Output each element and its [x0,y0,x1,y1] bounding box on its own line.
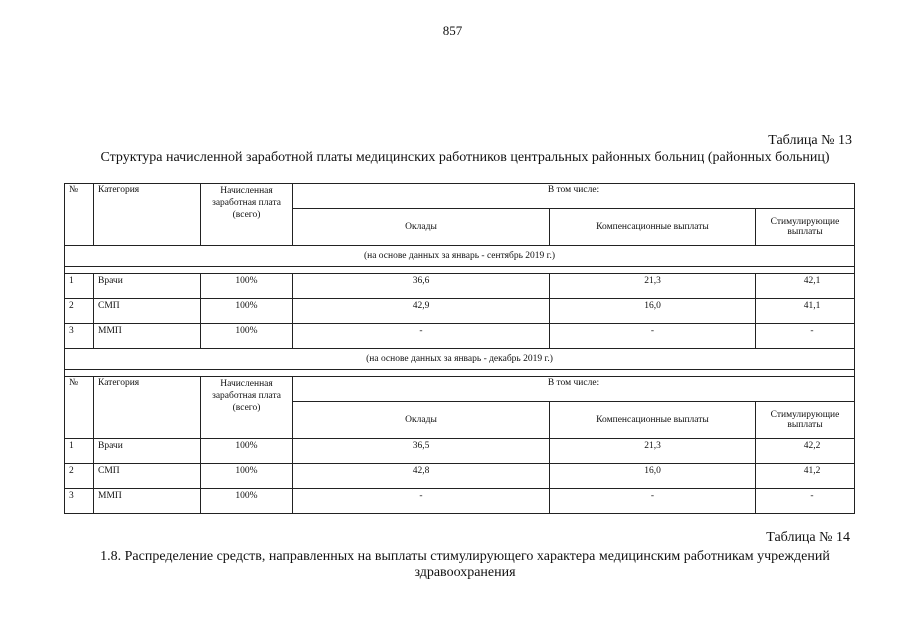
table-header-row [65,377,855,402]
table-13-caption: Таблица № 13 [768,133,852,148]
table-header-row [65,184,855,209]
table-row [65,299,855,324]
row-salaries: - [293,324,550,349]
header-salaries: Оклады [293,209,550,246]
row-total: 100% [201,489,293,514]
table-row [65,439,855,464]
row-num: 1 [65,274,94,299]
table-13-title: Структура начисленной заработной платы медицинских работников центральных районных больниц (районных больниц) [100,150,830,165]
header-total: Начисленная заработная плата (всего) [201,377,293,439]
section-note: (на основе данных за январь - декабрь 2019 г.) [65,349,855,370]
row-stimulating: 41,2 [756,464,855,489]
row-num: 1 [65,439,94,464]
header-stimulating: Стимулирующие выплаты [756,402,855,439]
row-num: 2 [65,464,94,489]
header-num: № [65,377,94,439]
section-note-row [65,246,855,267]
header-including: В том числе: [293,184,855,209]
row-total: 100% [201,464,293,489]
table-14-title: 1.8. Распределение средств, направленных на выплаты стимулирующего характера медицинским работникам учреждений здравоохранения [100,549,830,580]
row-compensation: 16,0 [550,299,756,324]
row-category: ММП [94,489,201,514]
header-num: № [65,184,94,246]
row-salaries: 42,8 [293,464,550,489]
row-total: 100% [201,439,293,464]
header-total: Начисленная заработная плата (всего) [201,184,293,246]
table-row [65,274,855,299]
row-num: 2 [65,299,94,324]
row-stimulating: 42,2 [756,439,855,464]
section-note-row [65,349,855,370]
header-stimulating: Стимулирующие выплаты [756,209,855,246]
row-num: 3 [65,324,94,349]
row-stimulating: - [756,324,855,349]
row-salaries: 36,6 [293,274,550,299]
row-category: Врачи [94,439,201,464]
row-stimulating: 41,1 [756,299,855,324]
salary-structure-table [64,183,855,514]
header-salaries: Оклады [293,402,550,439]
row-total: 100% [201,299,293,324]
row-compensation: 16,0 [550,464,756,489]
row-compensation: 21,3 [550,439,756,464]
header-compensation: Компенсационные выплаты [550,402,756,439]
row-compensation: - [550,489,756,514]
header-category: Категория [94,184,201,246]
row-category: Врачи [94,274,201,299]
header-category: Категория [94,377,201,439]
spacer-row [65,370,855,377]
section-note: (на основе данных за январь - сентябрь 2019 г.) [65,246,855,267]
row-num: 3 [65,489,94,514]
row-category: СМП [94,464,201,489]
row-compensation: - [550,324,756,349]
header-including: В том числе: [293,377,855,402]
row-salaries: - [293,489,550,514]
page-number: 857 [442,23,463,38]
table-row [65,489,855,514]
row-salaries: 36,5 [293,439,550,464]
table-row [65,324,855,349]
row-stimulating: - [756,489,855,514]
row-compensation: 21,3 [550,274,756,299]
header-compensation: Компенсационные выплаты [550,209,756,246]
row-salaries: 42,9 [293,299,550,324]
table-row [65,464,855,489]
row-total: 100% [201,274,293,299]
row-category: СМП [94,299,201,324]
row-total: 100% [201,324,293,349]
row-stimulating: 42,1 [756,274,855,299]
spacer-row [65,267,855,274]
row-category: ММП [94,324,201,349]
table-14-caption: Таблица № 14 [766,530,850,545]
